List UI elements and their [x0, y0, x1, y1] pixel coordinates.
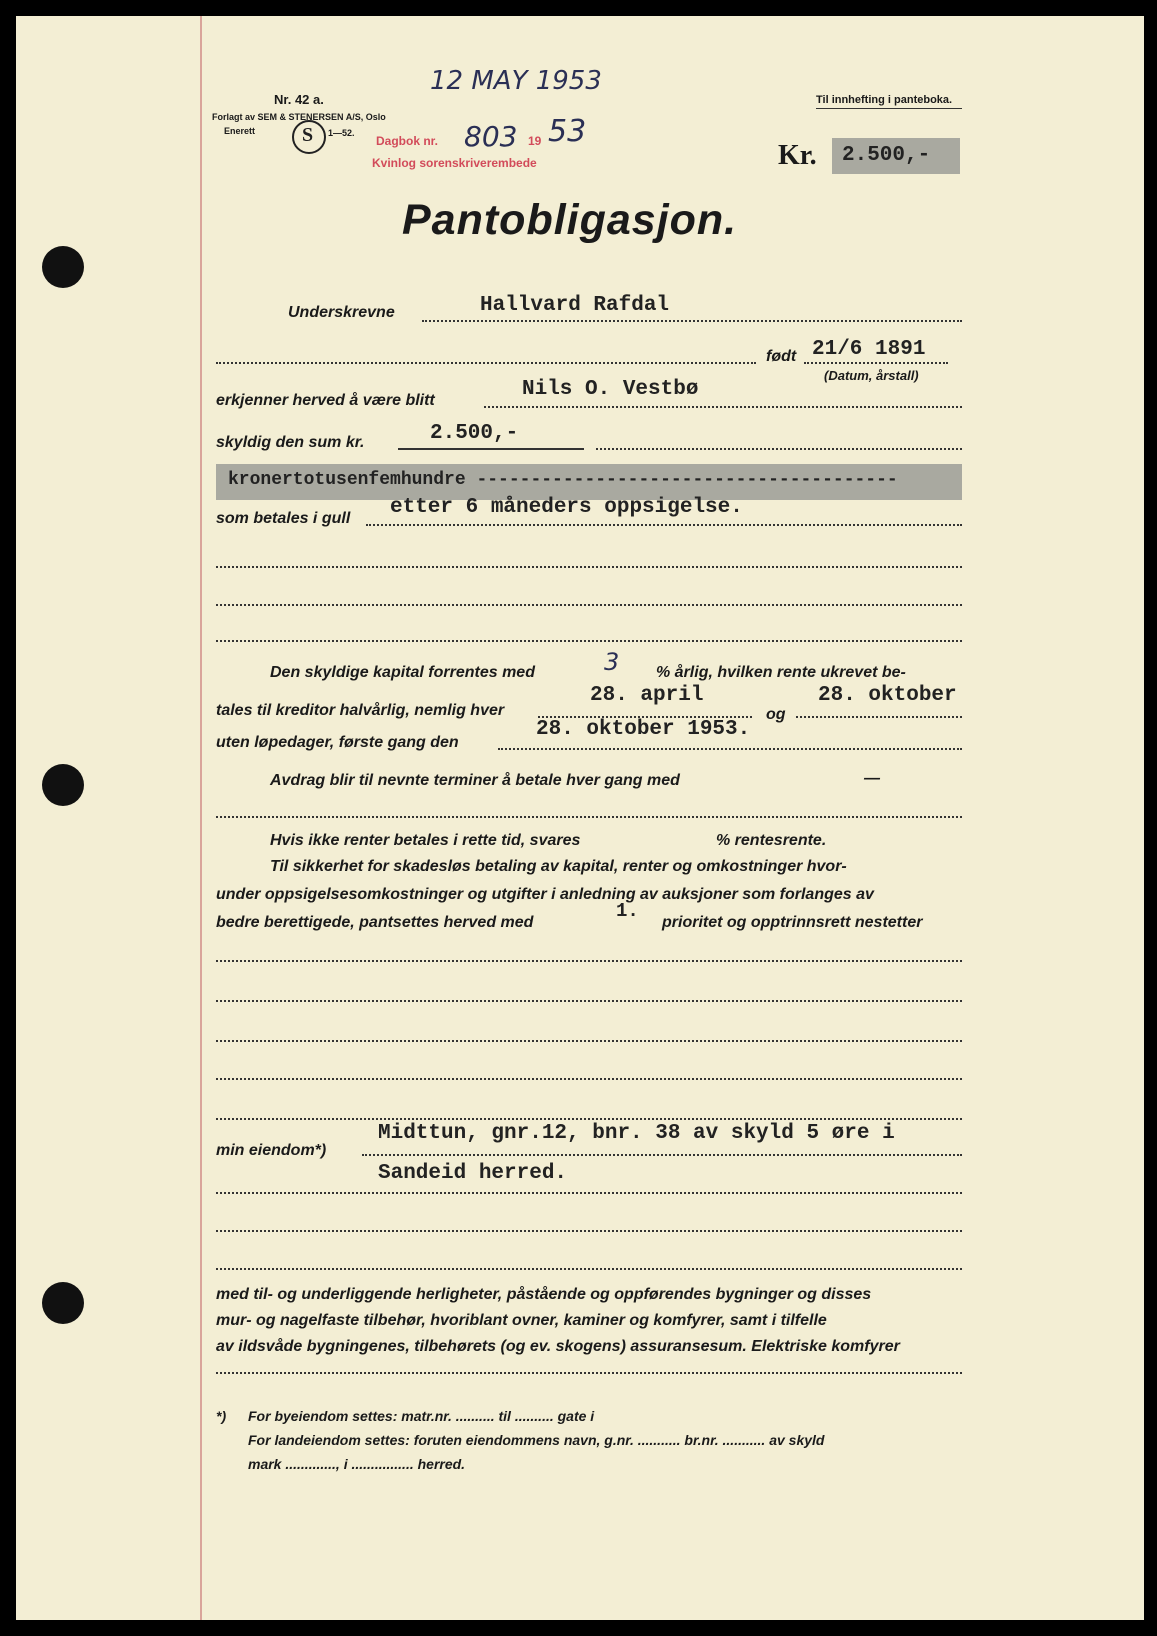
property-line1: Midttun, gnr.12, bnr. 38 av skyld 5 øre i [378, 1122, 895, 1145]
skyldig-line [596, 448, 962, 450]
renter-post: % rentesrente. [716, 832, 827, 849]
skyldig-value: 2.500,- [430, 422, 519, 445]
property-line-3 [216, 1230, 962, 1232]
clause-line3: av ildsvåde bygningenes, tilbehørets (og ev. skogens) assuransesum. Elektriske komfyrer [216, 1338, 900, 1355]
footnote-star: *) [216, 1408, 227, 1424]
clause-blank-line [216, 1372, 962, 1374]
security-line3-post: prioritet og opptrinnsrett nestetter [662, 914, 923, 931]
interest-date1: 28. april [590, 684, 704, 707]
security-line1: Til sikkerhet for skadesløs betaling av kapital, renter og omkostninger hvor- [270, 858, 847, 875]
underskrevne-value: Hallvard Rafdal [480, 294, 670, 317]
clause-line2: mur- og nagelfaste tilbehør, hvoriblant ovner, kaminer og komfyrer, samt i tilfelle [216, 1312, 827, 1329]
punch-hole-bottom [42, 1282, 84, 1324]
dagbok-year-prefix: 19 [528, 134, 542, 148]
kr-amount: 2.500,- [842, 144, 931, 167]
fodt-line [804, 362, 948, 364]
date-stamp: 12 MAY 1953 [430, 66, 602, 96]
erkjenner-line [484, 406, 962, 408]
property-label: min eiendom*) [216, 1142, 327, 1159]
document-title: Pantobligasjon. [402, 196, 738, 244]
blank-line-1 [216, 566, 962, 568]
security-line3-pre: bedre berettigede, pantsettes herved med [216, 914, 534, 931]
security-blank-1 [216, 960, 962, 962]
betales-line [366, 524, 962, 526]
first-date: 28. oktober 1953. [536, 718, 751, 741]
enerett-label: Enerett [224, 126, 256, 136]
dagbok-label: Dagbok nr. [376, 134, 439, 148]
property-line-1 [362, 1154, 962, 1156]
footnote-line3: mark ............., i ................ herred. [248, 1456, 466, 1472]
blank-line-2 [216, 604, 962, 606]
security-blank-4 [216, 1078, 962, 1080]
right-note: Til innhefting i panteboka. [816, 94, 953, 106]
kr-label: Kr. [778, 140, 817, 171]
document-page [16, 16, 1144, 1620]
interest-line3-pre: uten løpedager, første gang den [216, 734, 459, 751]
underskrevne-label: Underskrevne [288, 304, 395, 321]
property-line-2 [216, 1192, 962, 1194]
property-line2: Sandeid herred. [378, 1162, 568, 1185]
betales-label: som betales i gull [216, 510, 351, 527]
publisher: Forlagt av SEM & STENERSEN A/S, Oslo [212, 112, 386, 122]
erkjenner-label: erkjenner herved å være blitt [216, 392, 435, 409]
publisher-logo: S [292, 120, 326, 154]
dagbok-number: 803 [464, 120, 518, 153]
skyldig-label: skyldig den sum kr. [216, 434, 365, 451]
fodt-value: 21/6 1891 [812, 338, 926, 361]
punch-hole-top [42, 246, 84, 288]
skyldig-underline [398, 448, 584, 450]
kroner-words: kronertotusenfemhundre --------------------------------------- [228, 470, 898, 490]
interest-line1-post: % årlig, hvilken rente ukrevet be- [656, 664, 906, 681]
interest-line2-pre: tales til kreditor halvårlig, nemlig hver [216, 702, 505, 719]
footnote-line2: For landeiendom settes: foruten eiendommens navn, g.nr. ........... br.nr. ........... av skyld [248, 1432, 825, 1448]
form-number: Nr. 42 a. [274, 92, 324, 107]
security-line2: under oppsigelsesomkostninger og utgifter i anledning av auksjoner som forlanges av [216, 886, 874, 903]
right-note-underline [816, 108, 962, 109]
security-blank-3 [216, 1040, 962, 1042]
name-continuation-line [216, 362, 756, 364]
underskrevne-line [422, 320, 962, 322]
avdrag-text: Avdrag blir til nevnte terminer å betale hver gang med [270, 772, 680, 789]
clause-line1: med til- og underliggende herligheter, påstående og oppførendes bygninger og disses [216, 1286, 872, 1303]
avdrag-value: — [864, 770, 880, 787]
property-line-4 [216, 1268, 962, 1270]
renter-pre: Hvis ikke renter betales i rette tid, svares [270, 832, 581, 849]
margin-rule [200, 16, 202, 1620]
district-stamp: Kvinlog sorenskriverembede [372, 156, 537, 170]
security-blank-2 [216, 1000, 962, 1002]
interest-rate: 3 [604, 648, 620, 676]
punch-hole-middle [42, 764, 84, 806]
betales-value: etter 6 måneders oppsigelse. [390, 496, 743, 519]
security-blank-5 [216, 1118, 962, 1120]
first-date-line [498, 748, 962, 750]
edition: 1—52. [328, 128, 355, 138]
erkjenner-value: Nils O. Vestbø [522, 378, 699, 401]
blank-line-3 [216, 640, 962, 642]
og-label: og [766, 706, 786, 723]
priority: 1. [616, 900, 639, 922]
fodt-label: født [766, 348, 797, 365]
date2-line [796, 716, 962, 718]
interest-line1-pre: Den skyldige kapital forrentes med [270, 664, 535, 681]
avdrag-line [216, 816, 962, 818]
dagbok-year: 53 [548, 114, 587, 149]
datum-note: (Datum, årstall) [824, 368, 919, 383]
footnote-line1: For byeiendom settes: matr.nr. .......... til .......... gate i [248, 1408, 595, 1424]
interest-date2: 28. oktober [818, 684, 957, 707]
